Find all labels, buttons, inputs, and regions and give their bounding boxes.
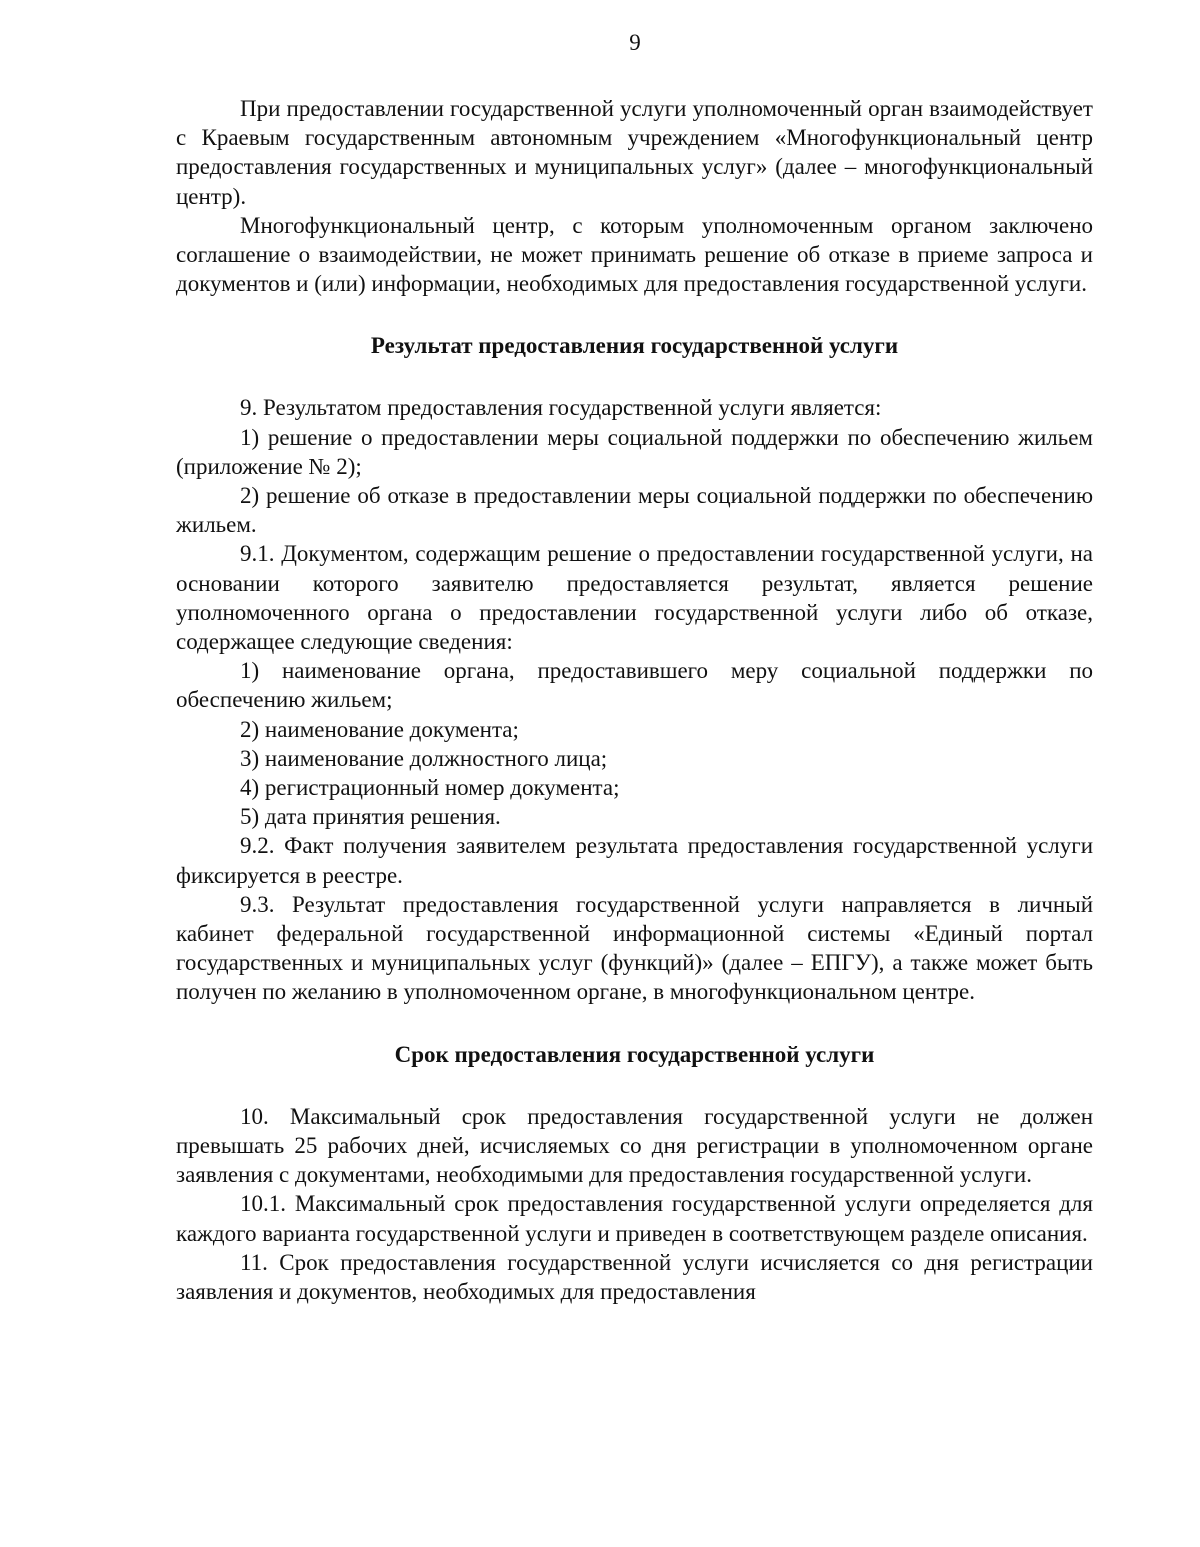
paragraph: 10. Максимальный срок предоставления государственной услуги не должен превышать 25 рабочих дней, исчисляемых со дня регистрации в уполномоченном органе заявления с документами, необходимыми для предоставления государственной услуги. (176, 1103, 1093, 1188)
list-item: 2) решение об отказе в предоставлении меры социальной поддержки по обеспечению жильем. (176, 483, 1093, 538)
paragraph: 9. Результатом предоставления государственной услуги является: (240, 395, 882, 421)
list-item: 2) наименование документа; (240, 716, 519, 742)
section-heading-result: Результат предоставления государственной услуги (370, 333, 899, 359)
list-item: 3) наименование должностного лица; (240, 745, 608, 771)
list-item: 1) решение о предоставлении меры социальной поддержки по обеспечению жильем (приложение № 2); (176, 424, 1093, 479)
paragraph: 10.1. Максимальный срок предоставления государственной услуги определяется для каждого варианта государственной услуги и приведен в соответствующем разделе описания. (176, 1191, 1093, 1246)
paragraph: 11. Срок предоставления государственной услуги исчисляется со дня регистрации заявления и документов, необходимых для предоставления (176, 1249, 1093, 1304)
paragraph: 9.3. Результат предоставления государственной услуги направляется в личный кабинет федеральной государственной информационной системы «Единый портал государственных и муниципальных услуг (функций)» (далее – ЕПГУ), а также может быть получен по желанию в уполномоченном органе, в многофункциональном центре. (176, 891, 1093, 1005)
page-number: 9 (629, 30, 641, 55)
list-item: 5) дата принятия решения. (240, 804, 501, 830)
paragraph: При предоставлении государственной услуги уполномоченный орган взаимодействует с Краевым государственным автономным учреждением «Многофункциональный центр предоставления государственных и муниципальных услуг» (далее – многофункциональный центр). (176, 96, 1093, 209)
document-body (176, 94, 1093, 1306)
paragraph: 9.1. Документом, содержащим решение о предоставлении государственной услуги, на основании которого заявителю предоставляется результат, является решение уполномоченного органа о предоставлении государственной услуги либо об отказе, содержащее следующие сведения: (176, 541, 1093, 655)
list-item: 4) регистрационный номер документа; (240, 775, 620, 801)
paragraph: 9.2. Факт получения заявителем результата предоставления государственной услуги фиксируется в реестре. (176, 833, 1093, 888)
paragraph: Многофункциональный центр, с которым уполномоченным органом заключено соглашение о взаимодействии, не может принимать решение об отказе в приеме запроса и документов и (или) информации, необходимых для предоставления государственной услуги. (176, 212, 1093, 297)
list-item: 1) наименование органа, предоставившего меру социальной поддержки по обеспечению жильем; (176, 658, 1093, 713)
section-heading-term: Срок предоставления государственной услуги (394, 1041, 875, 1067)
